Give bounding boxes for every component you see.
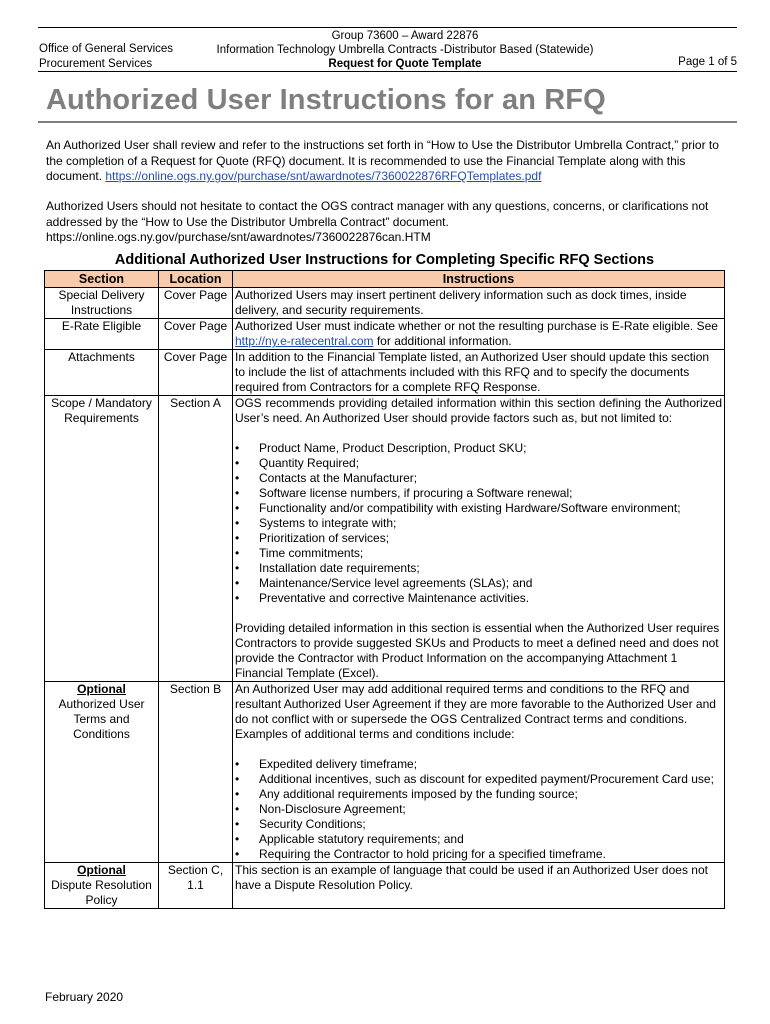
- row-section: Scope / Mandatory Requirements: [45, 396, 159, 682]
- list-item: • Additional incentives, such as discount for expedited payment/Procurement Card use;: [235, 772, 722, 787]
- scope-intro: OGS recommends providing detailed information within this section defining the Authorized User’s need. An Authorized User should provide factors such as, but not limited to:: [235, 396, 722, 425]
- header-location: Location: [159, 271, 233, 288]
- header-section: Section: [45, 271, 159, 288]
- row-instructions: In addition to the Financial Template listed, an Authorized User should update this section to include the list of attachments included with this RFQ and to specify the documents required from Contractors for a complete RFQ Response.: [233, 350, 725, 396]
- list-item: • Expedited delivery timeframe;: [235, 757, 722, 772]
- table-row: [45, 682, 725, 863]
- list-item: • Applicable statutory requirements; and: [235, 832, 722, 847]
- scope-bullet-list: [235, 441, 722, 606]
- row-section: E-Rate Eligible: [45, 319, 159, 350]
- header-office: Office of General Services: [39, 43, 174, 55]
- page-number: Page 1 of 5: [678, 56, 737, 68]
- list-item: • Time commitments;: [235, 546, 722, 561]
- header-bottom-rule: [38, 71, 737, 72]
- list-item: • Installation date requirements;: [235, 561, 722, 576]
- table-header-row: [45, 271, 725, 288]
- header-instructions: Instructions: [233, 271, 725, 288]
- terms-bullet-list: [235, 757, 722, 862]
- list-item: • Software license numbers, if procuring a Software renewal;: [235, 486, 722, 501]
- header-left: [39, 42, 173, 71]
- list-item: • Quantity Required;: [235, 456, 722, 471]
- row-instructions: [233, 319, 725, 350]
- optional-label: Optional: [77, 682, 126, 696]
- row-location: Section B: [159, 682, 233, 863]
- row-location: Cover Page: [159, 288, 233, 319]
- row-instructions: Authorized Users may insert pertinent delivery information such as dock times, inside delivery, and security requirements.: [233, 288, 725, 319]
- list-item: • Systems to integrate with;: [235, 516, 722, 531]
- award-notes-url: https://online.ogs.ny.gov/purchase/snt/awardnotes/7360022876can.HTM: [46, 230, 431, 244]
- list-item: • Security Conditions;: [235, 817, 722, 832]
- list-item: • Prioritization of services;: [235, 531, 722, 546]
- list-item: • Any additional requirements imposed by the funding source;: [235, 787, 722, 802]
- list-item: • Contacts at the Manufacturer;: [235, 471, 722, 486]
- row-section: [45, 863, 159, 909]
- row-location: Section A: [159, 396, 233, 682]
- templates-link[interactable]: https://online.ogs.ny.gov/purchase/snt/awardnotes/7360022876RFQTemplates.pdf: [105, 169, 542, 183]
- erate-text-end: for additional information.: [373, 334, 512, 348]
- row-instructions: [233, 682, 725, 863]
- erate-text: Authorized User must indicate whether or not the resulting purchase is E-Rate eligible. See: [235, 319, 718, 333]
- row-instructions: This section is an example of language that could be used if an Authorized User does not have a Dispute Resolution Policy.: [233, 863, 725, 909]
- table-row: [45, 396, 725, 682]
- erate-link[interactable]: http://ny.e-ratecentral.com: [235, 334, 374, 348]
- intro-paragraph-2: [46, 199, 726, 246]
- row-section: Attachments: [45, 350, 159, 396]
- table-row: [45, 288, 725, 319]
- list-item: • Preventative and corrective Maintenance activities.: [235, 591, 722, 606]
- list-item: • Non-Disclosure Agreement;: [235, 802, 722, 817]
- row-section-name: Dispute Resolution Policy: [51, 878, 152, 907]
- table-row: [45, 863, 725, 909]
- header-division: Procurement Services: [39, 57, 153, 70]
- header-top-rule: [38, 27, 737, 28]
- row-location: Section C, 1.1: [159, 863, 233, 909]
- optional-label: Optional: [77, 863, 126, 877]
- intro-paragraph-1: [46, 138, 726, 185]
- row-section-name: Authorized User Terms and Conditions: [58, 697, 145, 741]
- scope-closing: Providing detailed information in this section is essential when the Authorized User requires Contractors to provide suggested SKUs and Products to meet a defined need and does not provide the Contractor with Product Information on the accompanying Attachment 1 Financial Template (Excel).: [235, 621, 720, 680]
- header-center: [170, 29, 640, 71]
- footer-date: February 2020: [45, 990, 124, 1004]
- row-section: [45, 682, 159, 863]
- intro-text-1: An Authorized User shall review and refer to the instructions set forth in “How to Use the Distributor Umbrella Contract,” prior to the completion of a Request for Quote (RFQ) document. It is recommended to use the Financial Template along with this document.: [46, 138, 719, 183]
- terms-intro: An Authorized User may add additional required terms and conditions to the RFQ and resultant Authorized User Agreement if they are more favorable to the Authorized User and do not conflict with or supersede the OGS Centralized Contract terms and conditions. Examples of additional terms and conditions include:: [235, 682, 716, 741]
- intro-text-2: Authorized Users should not hesitate to contact the OGS contract manager with any questions, concerns, or clarifications not addressed by the “How to Use the Distributor Umbrella Contract” document.: [46, 199, 709, 229]
- row-location: Cover Page: [159, 350, 233, 396]
- title-rule: [38, 121, 737, 123]
- list-item: • Product Name, Product Description, Product SKU;: [235, 441, 722, 456]
- row-section: Special Delivery Instructions: [45, 288, 159, 319]
- page-title: Authorized User Instructions for an RFQ: [46, 84, 606, 116]
- list-item: • Requiring the Contractor to hold pricing for a specified timeframe.: [235, 847, 722, 862]
- list-item: • Functionality and/or compatibility with existing Hardware/Software environment;: [235, 501, 722, 516]
- table-row: [45, 319, 725, 350]
- instructions-table: [44, 270, 725, 909]
- row-location: Cover Page: [159, 319, 233, 350]
- header-group-award: Group 73600 – Award 22876: [331, 30, 479, 42]
- table-row: [45, 350, 725, 396]
- list-item: • Maintenance/Service level agreements (SLAs); and: [235, 576, 722, 591]
- header-contract-name: Information Technology Umbrella Contracts -Distributor Based (Statewide): [216, 44, 594, 56]
- row-instructions: [233, 396, 725, 682]
- header-template-name: Request for Quote Template: [328, 58, 482, 70]
- table-title: Additional Authorized User Instructions for Completing Specific RFQ Sections: [114, 252, 655, 268]
